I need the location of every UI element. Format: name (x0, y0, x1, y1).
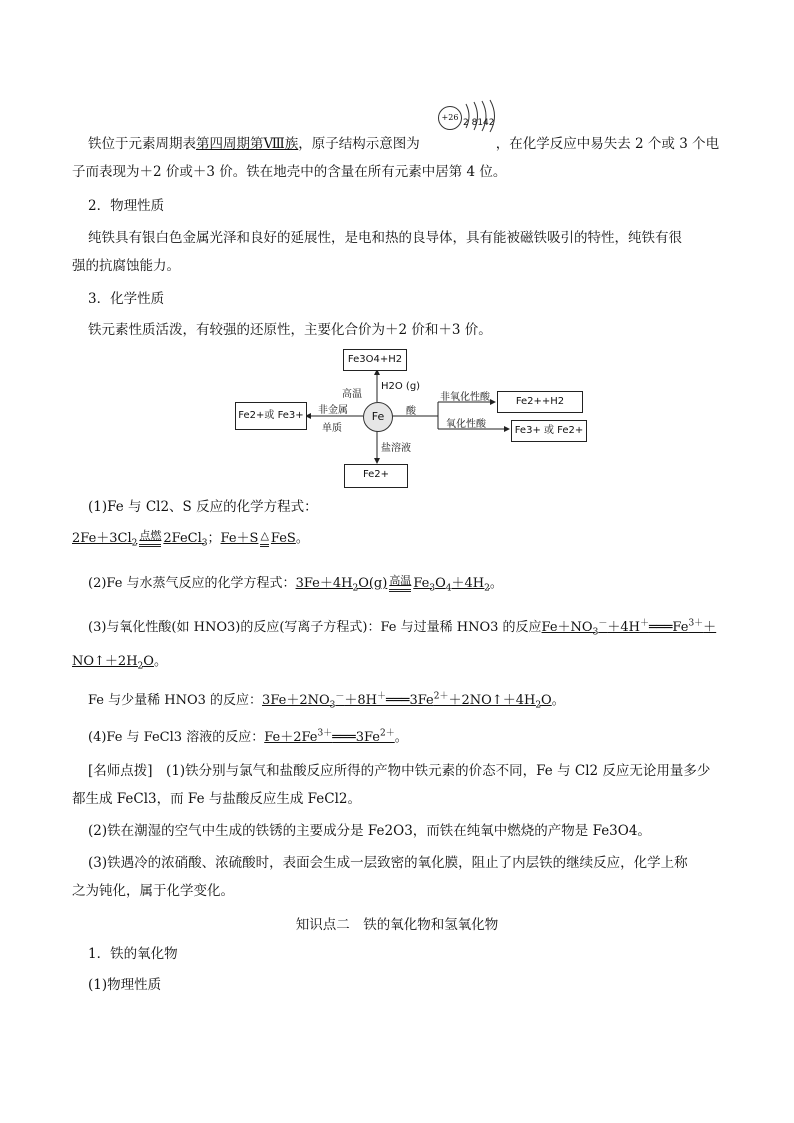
box-fe3o4-h2: Fe3O4+H2 (343, 349, 407, 371)
label-oxidizing-acid: 氧化性酸 (446, 419, 486, 430)
label-high-temp: 高温 (342, 389, 362, 400)
label-salt-solution: 盐溶液 (381, 443, 411, 454)
q1-equation: $2Fe+3Cl_2$ 点燃 2FeCl$_3$；Fe＋S △ FeS。 (72, 529, 309, 549)
box-fe2-or-fe3: Fe2+或 Fe3+ (235, 402, 307, 430)
atom-shells: 2 8142 (463, 118, 495, 128)
section-2-sub-1: 1．铁的氧化物 (88, 946, 178, 962)
label-h2o: H2O (g) (381, 381, 421, 392)
q3-line-2: $NO↑+2H_2O$。 (72, 654, 167, 672)
physical-line-1: 纯铁具有银白色金属光泽和良好的延展性，是电和热的良导体，具有能被磁铁吸引的特性，纯铁有很 (88, 230, 682, 246)
q3-title: (3)与氧化性酸(如 HNO3)的反应(写离子方程式) (88, 620, 368, 635)
tips-text: (1)铁分别与氯气和盐酸反应所得的产物中铁元素的价态不同，Fe 与 Cl2 反应无论用量多少 (166, 763, 711, 779)
section-2-title: 知识点二 铁的氧化物和氢氧化物 (295, 917, 499, 933)
physical-line-2: 强的抗腐蚀能力。 (72, 258, 180, 274)
box-fe3-or-fe2: Fe3+ 或 Fe2+ (511, 420, 587, 442)
atom-structure-diagram (438, 98, 508, 134)
atom-nucleus: +26 (438, 106, 462, 130)
intro-line-2: 子而表现为＋2 价或＋3 价。铁在地壳中的含量在所有元素中居第 4 位。 (72, 164, 507, 180)
tips-line-1 (88, 761, 710, 781)
intro-line-1 (88, 134, 719, 154)
label-non-oxidizing-acid: 非氧化性酸 (440, 392, 490, 403)
box-fe2: Fe2+ (344, 464, 408, 488)
text: 铁位于元素周期表 (88, 136, 196, 152)
q3-rest: ：Fe 与过量稀 HNO3 的反应 (367, 620, 542, 635)
tips-line-5: 之为钝化，属于化学变化。 (72, 883, 234, 899)
box-fe2-h2: Fe2++H2 (497, 391, 583, 413)
iron-reaction-diagram (230, 345, 590, 495)
q4-title: (4)Fe 与 FeCl3 溶液的反应： (88, 730, 265, 745)
condition-high-temp: 高温 (389, 574, 412, 587)
section-2-sub-2: (1)物理性质 (88, 977, 162, 993)
tips-label: [名师点拨] (88, 763, 153, 779)
label-nonmetal: 非金属 (318, 405, 348, 416)
tips-line-4: (3)铁遇冷的浓硝酸、浓硫酸时，表面会生成一层致密的氧化膜，阻止了内层铁的继续反应，化学上称 (88, 855, 688, 871)
fe-center-node: Fe (363, 402, 393, 432)
chemical-line-1: 铁元素性质活泼，有较强的还原性，主要化合价为＋2 价和＋3 价。 (88, 322, 492, 338)
q1-title: (1)Fe 与 Cl2、S 反应的化学方程式： (88, 499, 318, 515)
underlined-answer: 第四周期第Ⅷ族 (196, 136, 299, 152)
section-physical-title: 2．物理性质 (88, 198, 165, 214)
section-chemical-title: 3．化学性质 (88, 291, 165, 307)
q2-line: (2)Fe 与水蒸气反应的化学方程式：$3Fe+4H_2O(g)$ 高温 $Fe_3O_4+4H_2$。 (88, 574, 503, 594)
tips-line-3: (2)铁在潮湿的空气中生成的铁锈的主要成分是 Fe2O3，而铁在纯氧中燃烧的产物是 Fe3O4。 (88, 823, 651, 839)
electron-shell-arcs-icon (456, 98, 508, 134)
condition-ignite: 点燃 (139, 529, 162, 542)
tips-line-2: 都生成 FeCl3，而 Fe 与盐酸反应生成 FeCl2。 (72, 791, 361, 807)
q2-title: (2)Fe 与水蒸气反应的化学方程式： (88, 576, 296, 591)
q3b-title: Fe 与少量稀 HNO3 的反应： (88, 693, 263, 708)
label-acid: 酸 (406, 406, 416, 417)
text: ，原子结构示意图为 (298, 136, 420, 152)
q3b-line: Fe 与少量稀 HNO3 的反应：$3Fe+2NO_3^-+8H^+═══3Fe^{2+}+2NO↑+4H_2O$。 (88, 691, 565, 711)
text: ，在化学反应中易失去 2 个或 3 个电 (495, 136, 720, 152)
q3-line-1: (3)与氧化性酸(如 HNO3)的反应(写离子方程式)：Fe 与过量稀 HNO3 的反应$Fe+NO_3^-+4H^+═══Fe^{3+}+$ (88, 618, 717, 638)
label-single: 单质 (322, 423, 342, 434)
q4-line: (4)Fe 与 FeCl3 溶液的反应：$Fe+2Fe^{3+}═══3Fe^{2+}$。 (88, 728, 408, 745)
condition-heat: △ (260, 529, 269, 542)
